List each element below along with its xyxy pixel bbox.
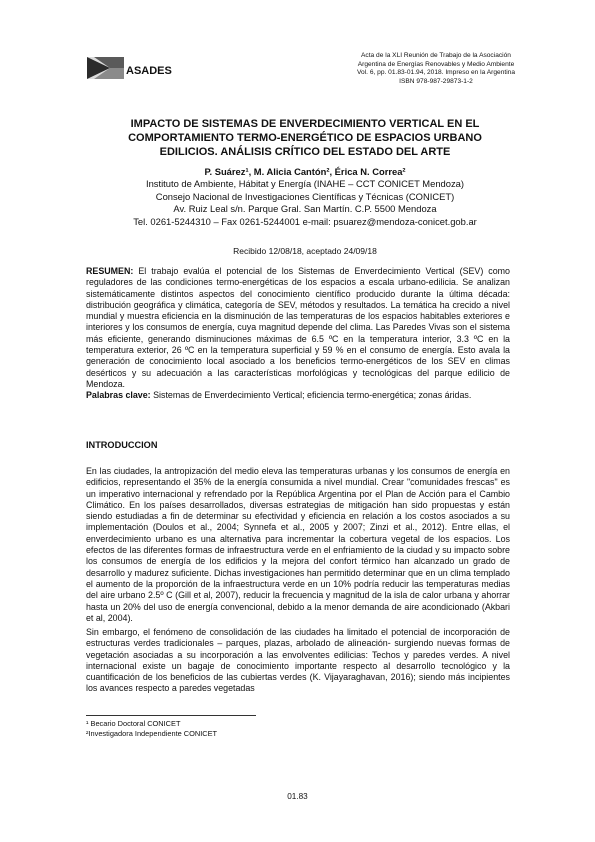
logo-text: ASADES — [126, 65, 172, 77]
authors-block — [100, 166, 510, 228]
title-line: IMPACTO DE SISTEMAS DE ENVERDECIMIENTO VERTICAL EN EL — [130, 118, 480, 130]
keywords-text: Sistemas de Enverdecimiento Vertical; eficiencia termo-energética; zonas áridas. — [153, 390, 472, 400]
body-paragraph: En las ciudades, la antropización del medio eleva las temperaturas urbanas y los consumos de energía en edificios, representando el 35% de la energía consumida a nivel mundial. Crear "comunidades frescas" es un imperativo internacional y refrendado por la República Argentina por el Plan de Acción para el Cambio Climático. En los países desarrollados, diversas estrategias de mitigación han sido propuestas y están siendo estudiadas a fin de determinar su efectividad y eficiencia en relación a los costos asociados a su implementación (Doulos et al., 2004; Synnefa et al., 2005 y 2007; Zinzi et al., 2012). Entre ellas, el enverdecimiento urbano es una alternativa para incrementar la cobertura vegetal de los espacios. Los efectos de las diferentes formas de infraestructura verde en el enfriamiento de la ciudad y su impacto sobre los consumos de energía de los edificios y la mejora del confort térmico han alcanzado un grado de desarrollo y madurez suficiente. Dichas investigaciones han permitido determinar que en un clima templado el aumento de la proporción de la infraestructura verde en un 10% podría reducir las temperaturas medias del aire urbano 2.5º C (Gill et al, 2007), reducir la frecuencia y magnitud de la isla de calor urbana y ahorrar hasta un 20% del uso de energía convencional, debido a la menor demanda de aire acondicionado (Akbari et al, 2004). — [86, 466, 510, 623]
affiliation-line: Consejo Nacional de Investigaciones Científicas y Técnicas (CONICET) — [155, 190, 455, 202]
footnote: ¹ Becario Doctoral CONICET — [86, 719, 181, 728]
title-line: EDILICIOS. ANÁLISIS CRÍTICO DEL ESTADO DEL ARTE — [159, 146, 451, 158]
body-paragraph: Sin embargo, el fenómeno de consolidación de las ciudades ha limitado el potencial de incorporación de estructuras verdes tradicionales – parques, plazas, arbolado de alineación- surgiendo nuevas formas de vegetación asociadas a su incorporación a las envolventes edilicias: Techos y paredes verdes. A nivel internacional existe un bagaje de conocimiento importante respecto al desarrollo tecnológico y la cuantificación de los beneficios de las cubiertas verdes (K. Vijayaraghavan, 2016); siendo más incipientes los avances respecto a paredes vegetadas — [86, 627, 510, 694]
contact-line: Tel. 0261-5244310 – Fax 0261-5244001 e-mail: psuarez@mendoza-conicet.gob.ar — [133, 215, 477, 227]
keywords-label: Palabras clave: — [86, 390, 151, 400]
footnotes — [86, 719, 217, 739]
author-names: P. Suárez¹, M. Alicia Cantón², Érica N. Correa² — [204, 166, 406, 177]
acta-line: Argentina de Energías Renovables y Medio Ambiente — [357, 60, 515, 68]
abstract — [86, 266, 510, 390]
footnote-divider — [86, 715, 256, 716]
publication-info — [336, 52, 536, 86]
abstract-label: RESUMEN: — [86, 266, 134, 276]
keywords — [86, 390, 510, 401]
acta-line: ISBN 978-987-29873-1-2 — [399, 77, 473, 85]
paper-title — [100, 117, 510, 159]
page-number: 01.83 — [287, 792, 308, 801]
page-header — [86, 52, 536, 102]
affiliation-line: Av. Ruiz Leal s/n. Parque Gral. San Martín. C.P. 5500 Mendoza — [173, 203, 437, 215]
section-heading: INTRODUCCION — [86, 440, 158, 450]
abstract-text: El trabajo evalúa el potencial de los Sistemas de Enverdecimiento Vertical (SEV) como reguladores de las condiciones termo-energéticas de los espacios a escala urbano-edilicia. Se analizan sistemáticamente distintos aspectos del conocimiento científico producido durante la última década: distribución geográfica y climática, categoría de SEV, métodos y resultados. La temática ha crecido a nivel mundial y muestra eficiencia en la disminución de las temperaturas de los espacios habitables exteriores e interiores y los consumos de energía, cuya magnitud depende del clima. Las Paredes Vivas son el sistema más eficiente, generando disminuciones máximas de 6.5 ºC en la temperatura interior, 3.3 ºC en la temperatura exterior, 26 ºC en la temperatura superficial y 59 % en el consumo de energía. Esto avala la generación de conocimiento local asociado a los beneficios termo-energéticos de los SEV en climas desérticos y su adecuación a las características morfológicas y tecnológicas del parque edilicio de Mendoza. — [86, 266, 510, 389]
title-line: COMPORTAMIENTO TERMO-ENERGÉTICO DE ESPACIOS URBANO — [128, 132, 482, 144]
footnote: ²Investigadora Independiente CONICET — [86, 729, 218, 738]
received-date: Recibido 12/08/18, aceptado 24/09/18 — [233, 246, 377, 256]
acta-line: Vol. 6, pp. 01.83-01.94, 2018. Impreso en la Argentina — [357, 69, 515, 77]
affiliation-line: Instituto de Ambiente, Hábitat y Energía (INAHE – CCT CONICET Mendoza) — [145, 178, 465, 190]
acta-line: Acta de la XLI Reunión de Trabajo de la Asociación — [361, 52, 511, 59]
asades-logo-icon — [86, 56, 126, 80]
